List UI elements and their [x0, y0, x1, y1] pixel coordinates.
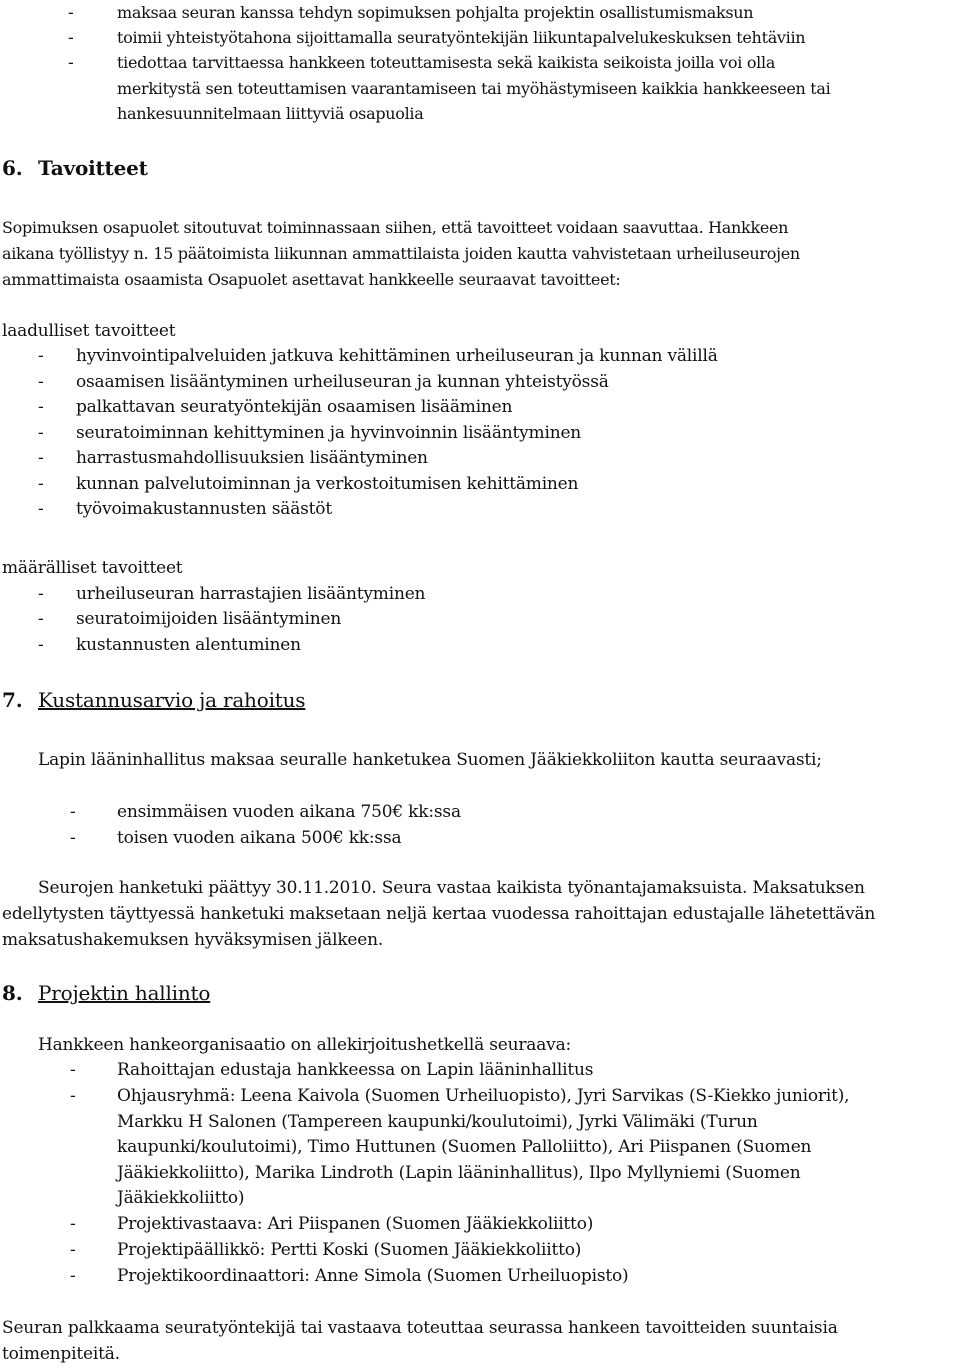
list-item: palkattavan seuratyöntekijän osaamisen lisääminen	[76, 397, 513, 417]
list-item: seuratoiminnan kehittyminen ja hyvinvoinnin lisääntyminen	[76, 423, 582, 443]
list-dash: -	[70, 1240, 76, 1260]
list-item: seuratoimijoiden lisääntyminen	[76, 609, 342, 629]
list-dash: -	[38, 346, 44, 366]
list-item-continuation: kaupunki/koulutoimi), Timo Huttunen (Suomen Palloliitto), Ari Piispanen (Suomen	[117, 1137, 812, 1157]
list-item: kustannusten alentuminen	[76, 635, 301, 655]
list-item: ensimmäisen vuoden aikana 750€ kk:ssa	[117, 802, 461, 822]
list-dash: -	[68, 3, 74, 23]
list-item: Ohjausryhmä: Leena Kaivola (Suomen Urheiluopisto), Jyri Sarvikas (S-Kiekko juniorit),	[117, 1086, 850, 1106]
paragraph-line: Hankkeen hankeorganisaatio on allekirjoitushetkellä seuraava:	[38, 1035, 572, 1055]
list-item: kunnan palvelutoiminnan ja verkostoitumisen kehittäminen	[76, 474, 579, 494]
list-dash: -	[70, 1214, 76, 1234]
section-number: 8.	[2, 981, 23, 1005]
paragraph-line: toimenpiteitä.	[2, 1344, 120, 1364]
list-item-continuation: Jääkiekkoliitto)	[117, 1188, 245, 1208]
list-item: työvoimakustannusten säästöt	[76, 499, 332, 519]
paragraph-line: Seurojen hanketuki päättyy 30.11.2010. Seura vastaa kaikista työnantajamaksuista. Maksatuksen	[38, 878, 865, 898]
paragraph-line: edellytysten täyttyessä hanketuki maksetaan neljä kertaa vuodessa rahoittajan edustajalle lähetettävän	[2, 904, 876, 924]
list-item: Projektivastaava: Ari Piispanen (Suomen Jääkiekkoliitto)	[117, 1214, 594, 1234]
section-title: Projektin hallinto	[38, 981, 211, 1005]
list-dash: -	[70, 802, 76, 822]
paragraph-line: Lapin lääninhallitus maksaa seuralle hanketukea Suomen Jääkiekkoliiton kautta seuraavasti;	[38, 750, 822, 770]
list-dash: -	[70, 828, 76, 848]
section-title: Kustannusarvio ja rahoitus	[38, 688, 306, 712]
list-dash: -	[38, 397, 44, 417]
list-item: urheiluseuran harrastajien lisääntyminen	[76, 584, 426, 604]
list-item: Projektipäällikkö: Pertti Koski (Suomen Jääkiekkoliitto)	[117, 1240, 582, 1260]
list-item-continuation: Jääkiekkoliitto), Marika Lindroth (Lapin lääninhallitus), Ilpo Myllyniemi (Suomen	[117, 1163, 801, 1183]
list-item: tiedottaa tarvittaessa hankkeen toteuttamisesta sekä kaikista seikoista joilla voi olla	[117, 53, 776, 72]
list-dash: -	[38, 474, 44, 494]
list-item: harrastusmahdollisuuksien lisääntyminen	[76, 448, 428, 468]
list-item: osaamisen lisääntyminen urheiluseuran ja kunnan yhteistyössä	[76, 372, 609, 392]
list-dash: -	[70, 1060, 76, 1080]
list-dash: -	[38, 423, 44, 443]
list-item-continuation: hankesuunnitelmaan liittyviä osapuolia	[117, 104, 424, 123]
section-number: 7.	[2, 688, 23, 712]
list-item: Rahoittajan edustaja hankkeessa on Lapin lääninhallitus	[117, 1060, 594, 1080]
list-item: toisen vuoden aikana 500€ kk:ssa	[117, 828, 402, 848]
list-dash: -	[38, 499, 44, 519]
list-dash: -	[70, 1086, 76, 1106]
list-dash: -	[38, 584, 44, 604]
paragraph-line: Sopimuksen osapuolet sitoutuvat toiminnassaan siihen, että tavoitteet voidaan saavuttaa. Hankkeen	[2, 218, 789, 237]
subheading: määrälliset tavoitteet	[2, 558, 183, 578]
paragraph-line: ammattimaista osaamista Osapuolet asettavat hankkeelle seuraavat tavoitteet:	[2, 270, 621, 289]
section-title: Tavoitteet	[38, 156, 148, 180]
subheading: laadulliset tavoitteet	[2, 321, 176, 341]
list-dash: -	[38, 372, 44, 392]
list-dash: -	[70, 1266, 76, 1286]
list-item: toimii yhteistyötahona sijoittamalla seuratyöntekijän liikuntapalvelukeskuksen tehtäviin	[117, 28, 806, 47]
paragraph-line: aikana työllistyy n. 15 päätoimista liikunnan ammattilaista joiden kautta vahvistetaan urheiluseurojen	[2, 244, 800, 263]
list-dash: -	[68, 28, 74, 48]
list-dash: -	[68, 53, 74, 73]
list-item-continuation: merkitystä sen toteuttamisen vaarantamiseen tai myöhästymiseen kaikkia hankkeeseen tai	[117, 79, 831, 98]
list-dash: -	[38, 448, 44, 468]
list-dash: -	[38, 609, 44, 629]
list-item: hyvinvointipalveluiden jatkuva kehittäminen urheiluseuran ja kunnan välillä	[76, 346, 718, 366]
list-item: maksaa seuran kanssa tehdyn sopimuksen pohjalta projektin osallistumismaksun	[117, 3, 754, 22]
section-number: 6.	[2, 156, 23, 180]
paragraph-line: maksatushakemuksen hyväksymisen jälkeen.	[2, 930, 384, 950]
list-item-continuation: Markku H Salonen (Tampereen kaupunki/koulutoimi), Jyrki Välimäki (Turun	[117, 1112, 758, 1132]
paragraph-line: Seuran palkkaama seuratyöntekijä tai vastaava toteuttaa seurassa hankeen tavoitteiden suuntaisia	[2, 1318, 838, 1338]
list-dash: -	[38, 635, 44, 655]
list-item: Projektikoordinaattori: Anne Simola (Suomen Urheiluopisto)	[117, 1266, 629, 1286]
